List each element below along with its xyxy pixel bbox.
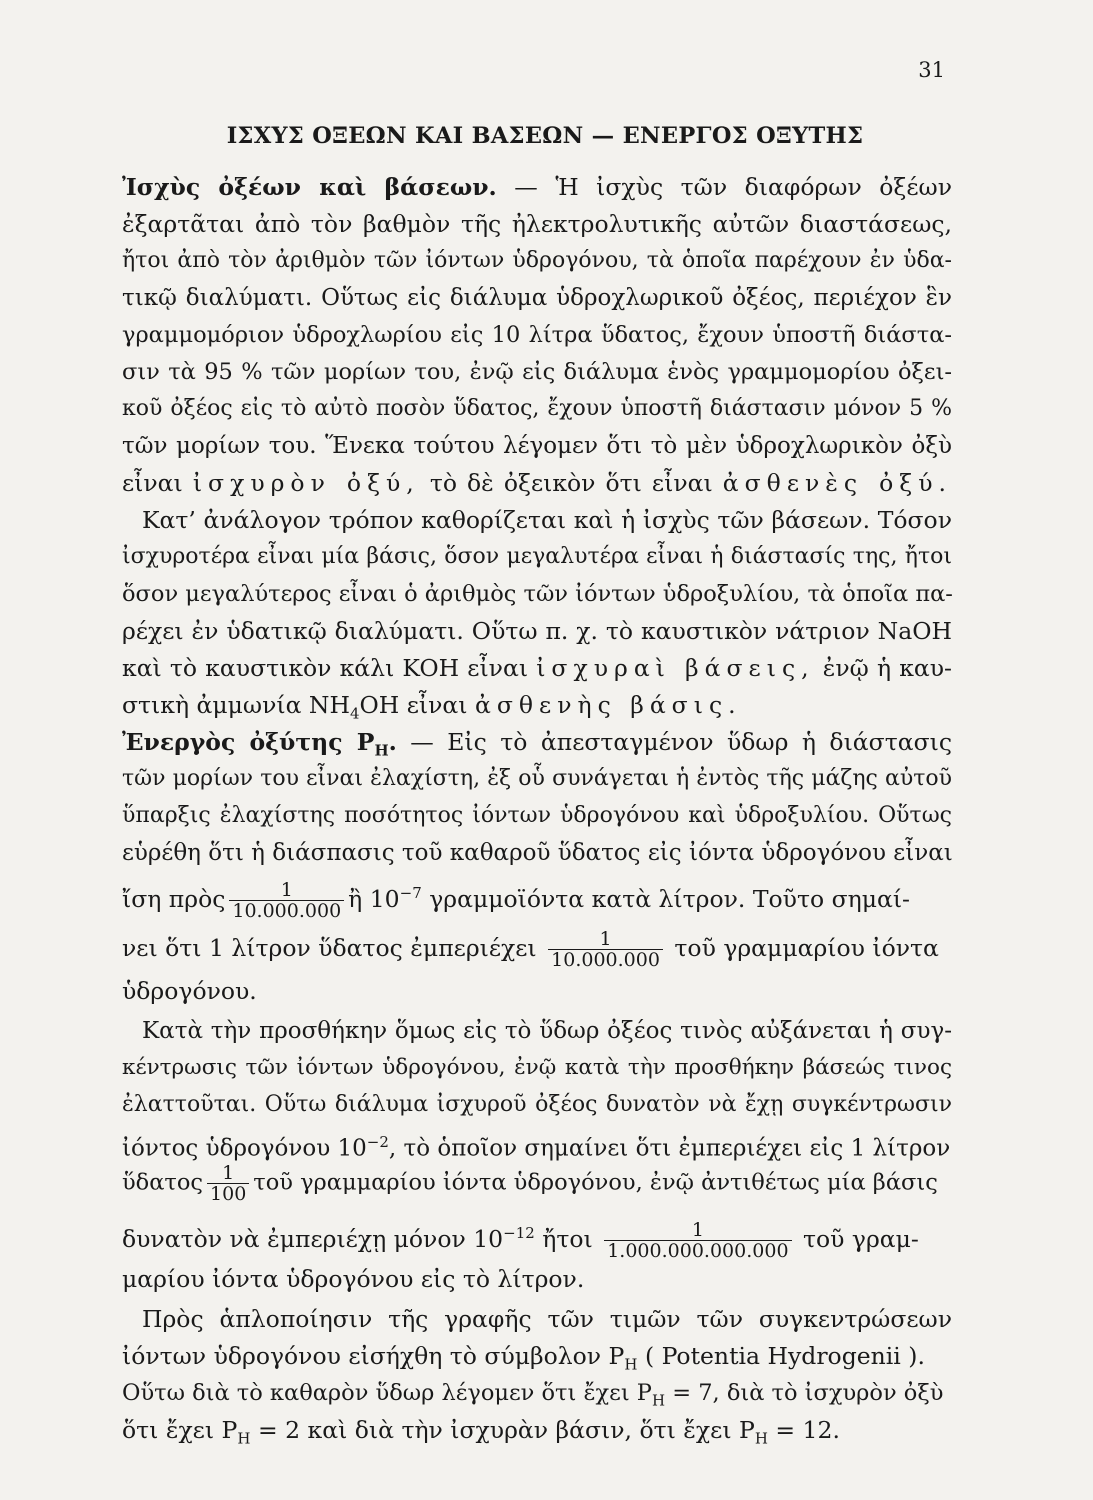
p5-line-3 <box>122 1376 952 1418</box>
p2-l5-text-a: καὶ τὸ καυστικὸν κάλι KOH εἶναι <box>122 654 529 682</box>
p2-l6-subscript: 4 <box>349 704 360 723</box>
p3-l1-text: — Εἰς τὸ ἀπεσταγμένον ὕδωρ ἡ διάστασις <box>410 728 952 756</box>
p4-l6-text-c: τοῦ γραμ- <box>803 1224 919 1253</box>
p3-title <box>122 728 397 760</box>
p2-line-1: Κατ’ ἀνάλογον τρόπον καθορίζεται καὶ ἡ ἰσχὺς τῶν βάσεων. Τόσον <box>142 506 952 534</box>
p2-line-2: ἰσχυροτέρα εἶναι μία βάσις, ὅσον μεγαλυτέρα εἶναι ἡ διάστασίς της, ἤτοι <box>122 544 952 569</box>
p1-l9-text-b: τὸ δὲ ὀξεικὸν ὅτι εἶναι <box>429 469 713 497</box>
p2-l5-spaced: ἰσχυραὶ βάσεις, <box>536 654 815 682</box>
p4-line-5 <box>122 1163 952 1204</box>
fraction-numerator: 1 <box>207 1163 249 1184</box>
p5-l3-subscript: H <box>651 1391 666 1410</box>
p3-l6-text-b: τοῦ γραμμαρίου ἰόντα <box>674 934 939 962</box>
p4-l6-text-a: δυνατὸν νὰ ἐμπεριέχῃ μόνον 10 <box>122 1224 504 1253</box>
p5-line-1: Πρὸς ἁπλοποίησιν τῆς γραφῆς τῶν τιμῶν τῶν συγκεντρώσεων <box>142 1305 952 1333</box>
p3-title-end: . <box>388 728 397 756</box>
p4-l5-text-a: ὕδατος <box>122 1169 204 1196</box>
p1-l9-spaced-a: ἰσχυρὸν ὀξύ, <box>192 469 420 497</box>
p1-line-2: ἐξαρτᾶται ἀπὸ τὸν βαθμὸν τῆς ἠλεκτρολυτικῆς αὐτῶν διαστάσεως, <box>122 210 952 238</box>
p5-l4-subscript-b: H <box>754 1429 768 1448</box>
p5-l4-text-a: ὅτι ἔχει P <box>122 1416 238 1444</box>
p1-l9-spaced-b: ἀσθενὲς ὀξύ. <box>722 469 952 497</box>
p3-line-2: τῶν μορίων του εἶναι ἐλαχίστη, ἐξ οὗ συνάγεται ἡ ἐντὸς τῆς μάζης αὐτοῦ <box>122 766 952 791</box>
p3-line-4: εὑρέθη ὅτι ἡ διάσπασις τοῦ καθαροῦ ὕδατος εἰς ἰόντα ὑδρογόνου εἶναι <box>122 840 953 866</box>
p1-line-5: γραμμομόριον ὑδροχλωρίου εἰς 10 λίτρα ὕδατος, ἔχουν ὑποστῆ διάστα- <box>122 322 952 348</box>
p1-line-1 <box>122 170 952 204</box>
p1-line-8: τῶν μορίων του. Ἕνεκα τούτου λέγομεν ὅτι τὸ μὲν ὑδροχλωρικὸν ὀξὺ <box>122 433 952 459</box>
p2-line-4: ρέχει ἐν ὑδατικῷ διαλύματι. Οὕτω π. χ. τὸ καυστικὸν νάτριον NaOH <box>122 617 952 645</box>
p5-l2-subscript: H <box>624 1355 638 1374</box>
p4-line-7: μαρίου ἰόντα ὑδρογόνου εἰς τὸ λίτρον. <box>122 1265 585 1293</box>
p4-l4-text-a: ἰόντος ὑδρογόνου 10 <box>122 1135 367 1162</box>
p4-line-4 <box>122 1125 952 1166</box>
p4-l6-text-b: ἤτοι <box>542 1224 593 1253</box>
fraction-numerator: 1 <box>229 880 344 901</box>
p2-line-3: ὅσον μεγαλύτερος εἶναι ὁ ἀριθμὸς τῶν ἰόντων ὑδροξυλίου, τὰ ὁποῖα πα- <box>122 581 953 607</box>
p1-l9-text-a: εἶναι <box>122 469 183 497</box>
p1-line-3: ἤτοι ἀπὸ τὸν ἀριθμὸν τῶν ἰόντων ὑδρογόνου, τὰ ὁποῖα παρέχουν ἐν ὑδα- <box>122 248 952 273</box>
p3-line-7: ὑδρογόνου. <box>122 977 257 1005</box>
p3-l5-text-b: ἢ 10 <box>348 884 400 913</box>
fraction-ten-million-b <box>548 929 663 970</box>
p5-line-4 <box>122 1413 952 1456</box>
p3-l6-text-a: νει ὅτι 1 λίτρον ὕδατος ἐμπεριέχει <box>122 934 537 962</box>
p1-title: Ἰσχὺς ὀξέων καὶ βάσεων. <box>122 173 497 201</box>
p5-l4-text-c: = 12. <box>775 1416 840 1444</box>
p4-line-3: ἐλαττοῦται. Οὕτω διάλυμα ἰσχυροῦ ὀξέος δυνατὸν νὰ ἔχῃ συγκέντρωσιν <box>122 1092 952 1117</box>
p5-l3-text-b: = 7, διὰ τὸ ἰσχυρὸν ὀξὺ <box>672 1380 944 1406</box>
fraction-one-trillion <box>604 1220 791 1261</box>
p1-line-4: τικῷ διαλύματι. Οὕτως εἰς διάλυμα ὑδροχλωρικοῦ ὀξέος, περιέχον ἓν <box>122 285 952 311</box>
fraction-denominator: 1.000.000.000.000 <box>607 1239 789 1262</box>
p5-l4-text-b: = 2 καὶ διὰ τὴν ἰσχυρὰν βάσιν, ὅτι ἔχει P <box>257 1416 755 1444</box>
p4-line-1: Κατὰ τὴν προσθήκην ὅμως εἰς τὸ ὕδωρ ὀξέος τινὸς αὐξάνεται ἡ συγ- <box>142 1018 952 1044</box>
p1-line-6: σιν τὰ 95 % τῶν μορίων του, ἐνῷ εἰς διάλυμα ἑνὸς γραμμομορίου ὀξει- <box>122 359 952 385</box>
page-heading: ΙΣΧΥΣ ΟΞΕΩΝ ΚΑΙ ΒΑΣΕΩΝ — ΕΝΕΡΓΟΣ ΟΞΥΤΗΣ <box>226 123 864 149</box>
fraction-numerator: 1 <box>548 929 663 950</box>
p4-l4-text-b: , τὸ ὁποῖον σημαίνει ὅτι ἐμπεριέχει εἰς 1 λίτρον <box>388 1135 951 1162</box>
p4-line-2: κέντρωσις τῶν ἰόντων ὑδρογόνου, ἐνῷ κατὰ τὴν προσθήκην βάσεώς τινος <box>122 1055 952 1080</box>
p3-line-3: ὕπαρξις ἐλαχίστης ποσότητος ἰόντων ὑδρογόνου καὶ ὑδροξυλίου. Οὕτως <box>122 803 952 828</box>
p2-line-5 <box>122 651 952 685</box>
fraction-denominator: 10.000.000 <box>232 899 342 922</box>
p2-l6-text-a: στικὴ ἀμμωνία NH <box>122 691 350 719</box>
p3-l5-text-a: ἴση πρὸς <box>122 884 226 913</box>
p3-line-5 <box>122 876 952 921</box>
fraction-denominator: 10.000.000 <box>551 949 660 971</box>
page-number: 31 <box>918 58 945 82</box>
p5-l4-subscript-a: H <box>237 1429 251 1448</box>
p4-l5-text-b: τοῦ γραμμαρίου ἰόντα ὑδρογόνου, ἐνῷ ἀντιθέτως μία βάσις <box>253 1169 938 1196</box>
p5-l3-text-a: Οὕτω διὰ τὸ καθαρὸν ὕδωρ λέγομεν ὅτι ἔχει P <box>122 1380 652 1406</box>
fraction-ten-million-a <box>229 880 344 921</box>
fraction-numerator: 1 <box>604 1220 791 1241</box>
p3-l5-text-c: γραμμοϊόντα κατὰ λίτρον. Τοῦτο σημαί- <box>429 884 910 913</box>
p3-title-sub: H <box>374 741 389 760</box>
p4-line-6 <box>122 1216 952 1261</box>
p5-l2-text-a: ἰόντων ὑδρογόνου εἰσήχθη τὸ σύμβολον P <box>122 1342 625 1370</box>
p1-l1-text: — Ἡ ἰσχὺς τῶν διαφόρων ὀξέων <box>514 173 952 201</box>
p1-line-7: κοῦ ὀξέος εἰς τὸ αὐτὸ ποσὸν ὕδατος, ἔχουν ὑποστῆ διάστασιν μόνον 5 % <box>122 396 952 421</box>
fraction-denominator: 100 <box>210 1183 247 1205</box>
p4-l6-exponent: −12 <box>503 1224 535 1242</box>
p2-l6-text-b: OH εἶναι <box>359 691 468 719</box>
p2-l6-spaced: ἀσθενὴς βάσις. <box>475 691 742 719</box>
p3-line-6 <box>122 929 952 970</box>
p2-l5-text-b: ἐνῷ ἡ καυ- <box>822 654 952 682</box>
fraction-one-hundred <box>207 1163 249 1204</box>
p5-l2-text-b: ( Potentia Hydrogenii ). <box>644 1342 925 1370</box>
p3-title-text: Ἐνεργὸς ὀξύτης P <box>122 728 375 756</box>
p3-l5-exponent: −7 <box>399 884 422 902</box>
p4-l4-exponent: −2 <box>366 1133 389 1151</box>
p1-line-9 <box>122 466 952 500</box>
